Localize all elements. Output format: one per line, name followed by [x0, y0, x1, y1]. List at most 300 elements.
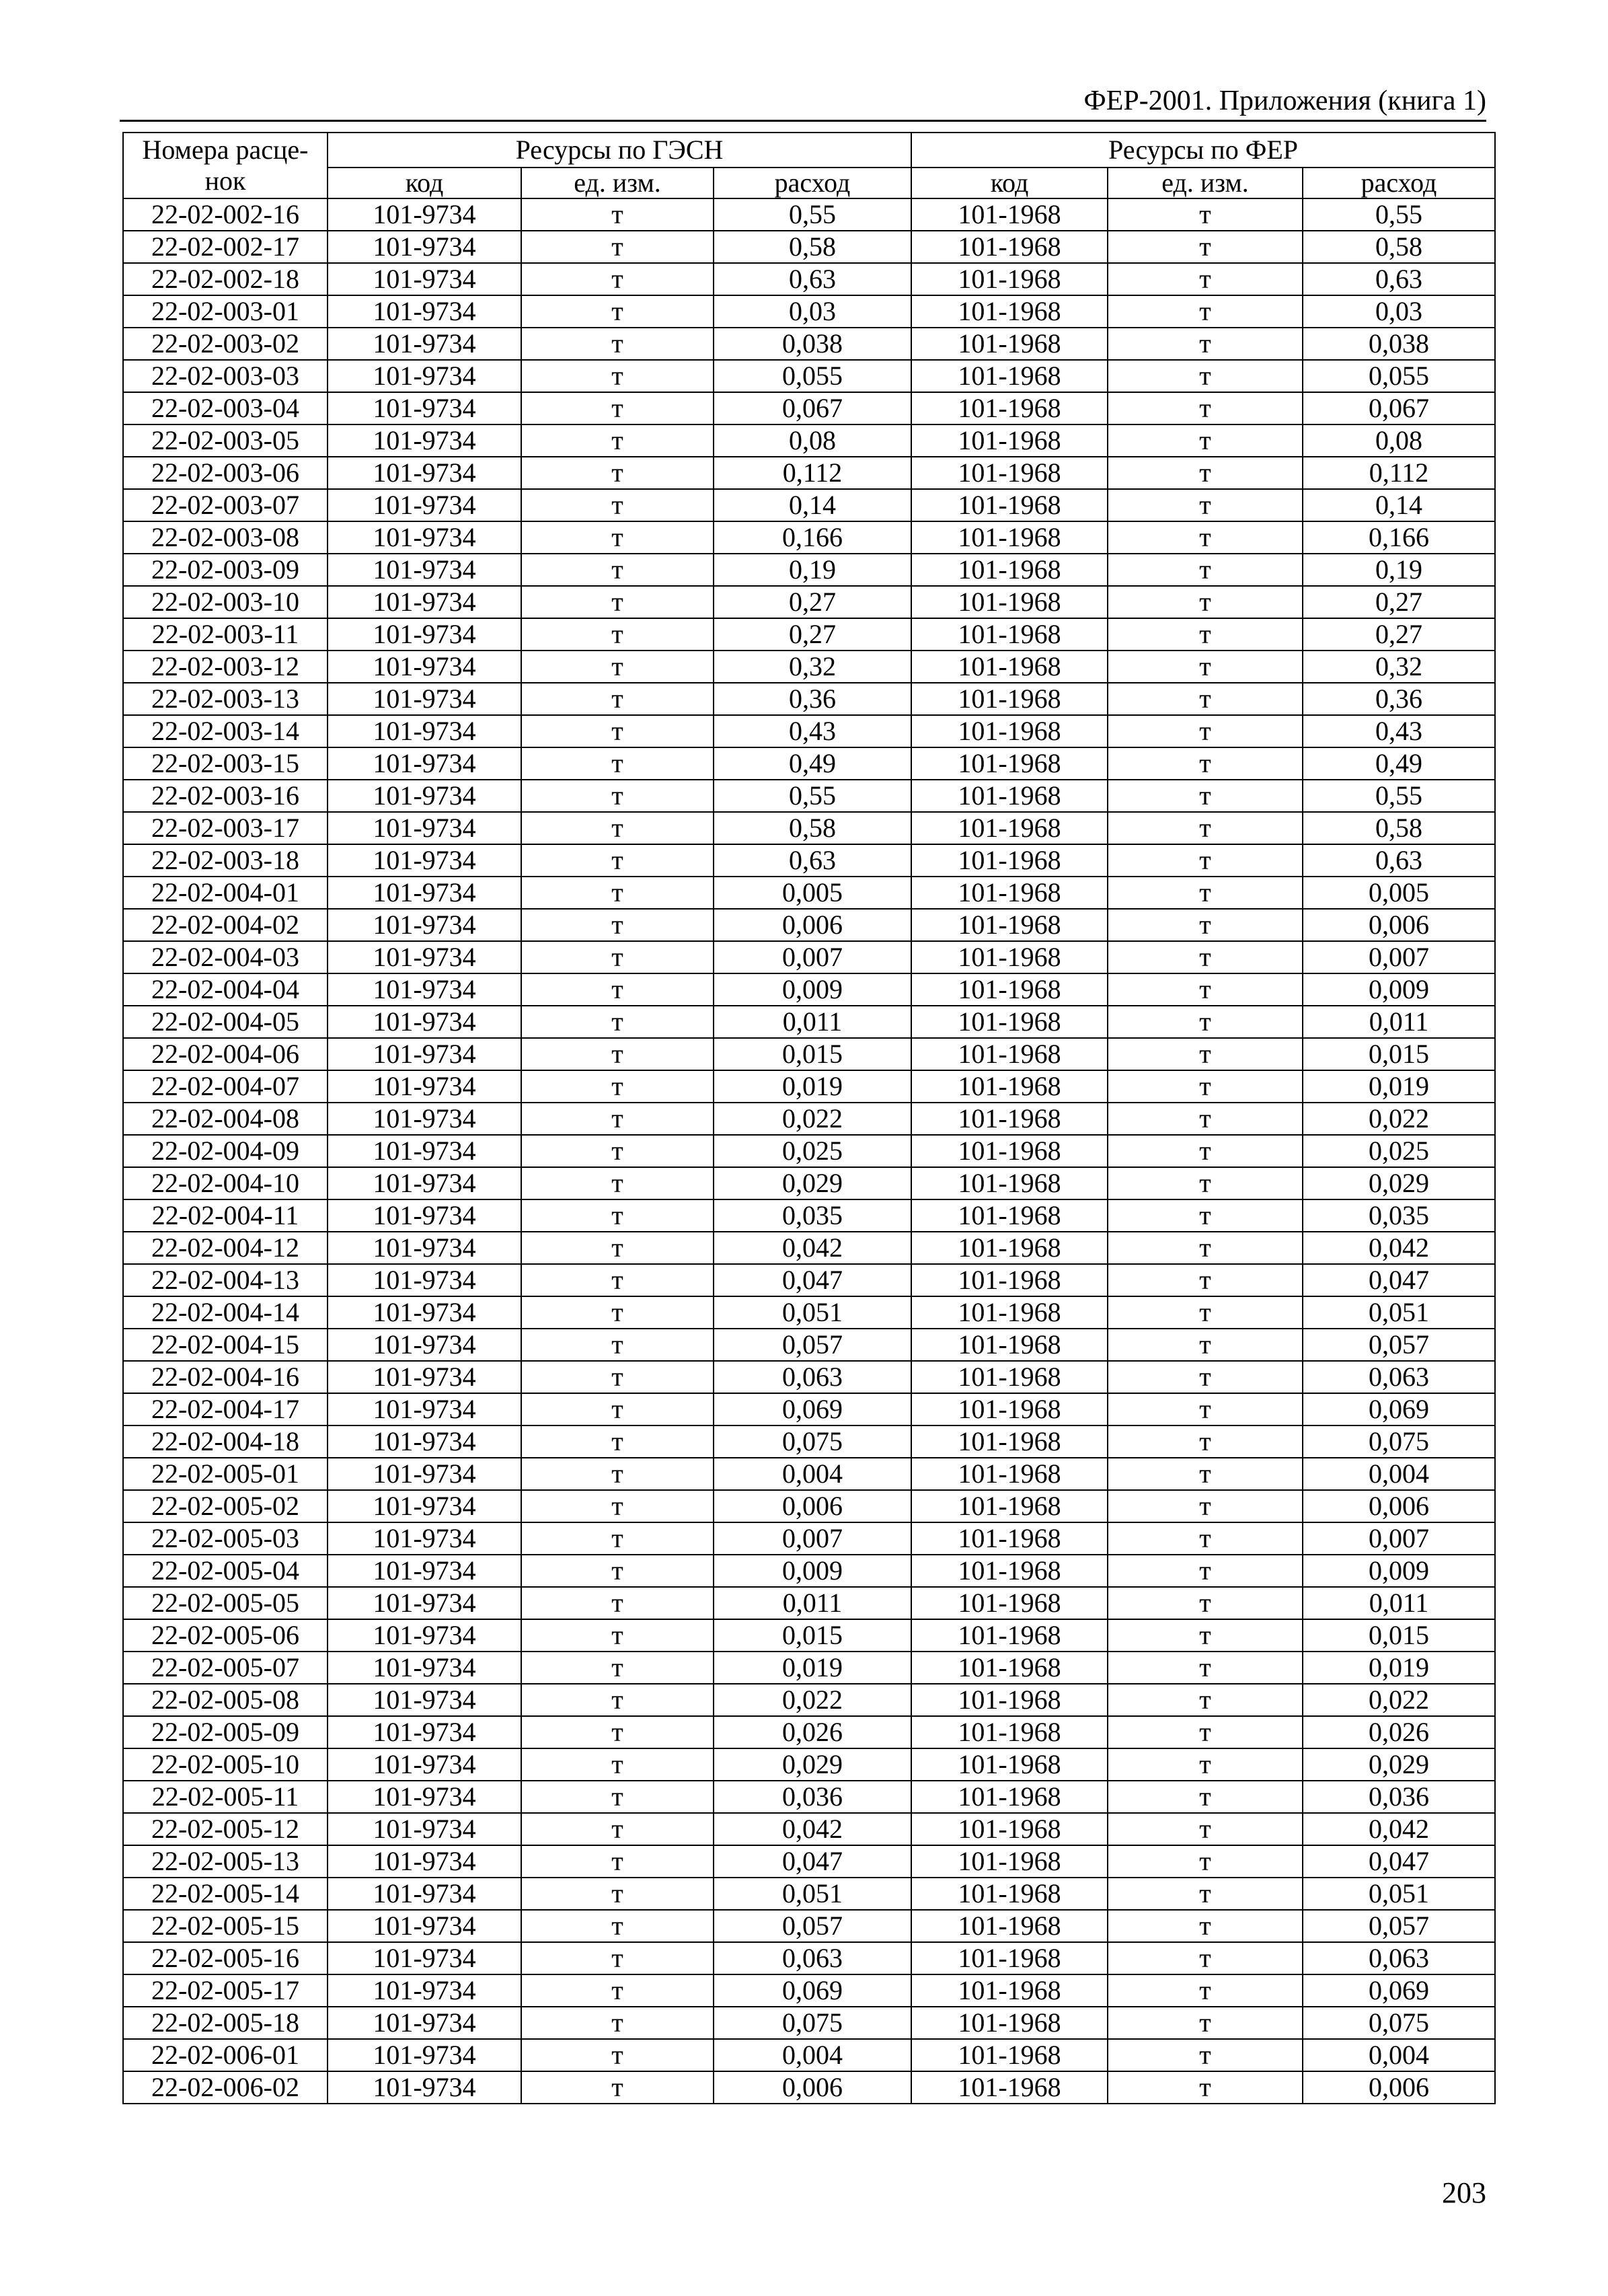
gesn-code-cell: 101-9734 — [328, 1329, 521, 1361]
fer-amount-cell: 0,042 — [1303, 1813, 1495, 1845]
rate-number-cell: 22-02-005-08 — [123, 1684, 328, 1716]
fer-code-cell: 101-1968 — [911, 618, 1108, 651]
header-rule — [120, 120, 1486, 122]
gesn-unit-cell: т — [521, 1199, 714, 1232]
header-rate-number — [123, 133, 328, 198]
gesn-amount-cell: 0,025 — [714, 1135, 911, 1167]
table-row — [123, 941, 1495, 973]
gesn-amount-cell: 0,006 — [714, 909, 911, 941]
gesn-amount-cell: 0,057 — [714, 1329, 911, 1361]
table-row — [123, 1070, 1495, 1103]
gesn-unit-cell: т — [521, 1361, 714, 1393]
fer-code-cell: 101-1968 — [911, 1522, 1108, 1555]
rate-number-cell: 22-02-005-18 — [123, 2007, 328, 2039]
gesn-code-cell: 101-9734 — [328, 1038, 521, 1070]
gesn-amount-cell: 0,057 — [714, 1910, 911, 1942]
table-row — [123, 489, 1495, 521]
fer-code-cell: 101-1968 — [911, 1232, 1108, 1264]
gesn-unit-cell: т — [521, 1716, 714, 1748]
fer-code-cell: 101-1968 — [911, 780, 1108, 812]
fer-amount-cell: 0,55 — [1303, 780, 1495, 812]
fer-unit-cell: т — [1108, 1038, 1303, 1070]
fer-unit-cell: т — [1108, 424, 1303, 457]
fer-amount-cell: 0,063 — [1303, 1361, 1495, 1393]
gesn-unit-cell: т — [521, 747, 714, 780]
fer-amount-cell: 0,022 — [1303, 1684, 1495, 1716]
table-row — [123, 1103, 1495, 1135]
fer-unit-cell: т — [1108, 844, 1303, 877]
fer-code-cell: 101-1968 — [911, 1587, 1108, 1619]
gesn-unit-cell: т — [521, 1103, 714, 1135]
gesn-amount-cell: 0,042 — [714, 1813, 911, 1845]
fer-code-cell: 101-1968 — [911, 521, 1108, 554]
rate-number-cell: 22-02-005-16 — [123, 1942, 328, 1974]
gesn-code-cell: 101-9734 — [328, 2071, 521, 2104]
gesn-unit-cell: т — [521, 263, 714, 295]
gesn-unit-cell: т — [521, 1619, 714, 1652]
gesn-amount-cell: 0,36 — [714, 683, 911, 715]
fer-amount-cell: 0,32 — [1303, 651, 1495, 683]
gesn-code-cell: 101-9734 — [328, 2007, 521, 2039]
rate-number-cell: 22-02-004-17 — [123, 1393, 328, 1425]
fer-unit-cell: т — [1108, 1264, 1303, 1296]
fer-amount-cell: 0,047 — [1303, 1264, 1495, 1296]
fer-unit-cell: т — [1108, 2007, 1303, 2039]
gesn-code-cell: 101-9734 — [328, 1942, 521, 1974]
resources-table — [122, 132, 1496, 2104]
table-row — [123, 1296, 1495, 1329]
gesn-code-cell: 101-9734 — [328, 1781, 521, 1813]
gesn-code-cell: 101-9734 — [328, 1296, 521, 1329]
fer-code-cell: 101-1968 — [911, 424, 1108, 457]
fer-unit-cell: т — [1108, 1587, 1303, 1619]
gesn-amount-cell: 0,022 — [714, 1684, 911, 1716]
header-fer-unit: ед. изм. — [1108, 168, 1303, 198]
rate-number-cell: 22-02-004-18 — [123, 1425, 328, 1458]
fer-code-cell: 101-1968 — [911, 812, 1108, 844]
fer-unit-cell: т — [1108, 941, 1303, 973]
fer-code-cell: 101-1968 — [911, 1135, 1108, 1167]
header-gesn-amount: расход — [714, 168, 911, 198]
table-row — [123, 1361, 1495, 1393]
table-row — [123, 1555, 1495, 1587]
gesn-amount-cell: 0,067 — [714, 392, 911, 424]
fer-amount-cell: 0,58 — [1303, 812, 1495, 844]
table-row — [123, 1006, 1495, 1038]
fer-unit-cell: т — [1108, 1103, 1303, 1135]
gesn-amount-cell: 0,32 — [714, 651, 911, 683]
fer-amount-cell: 0,015 — [1303, 1619, 1495, 1652]
gesn-amount-cell: 0,55 — [714, 780, 911, 812]
fer-amount-cell: 0,166 — [1303, 521, 1495, 554]
gesn-amount-cell: 0,011 — [714, 1587, 911, 1619]
gesn-code-cell: 101-9734 — [328, 1006, 521, 1038]
rate-number-cell: 22-02-004-16 — [123, 1361, 328, 1393]
gesn-code-cell: 101-9734 — [328, 489, 521, 521]
fer-code-cell: 101-1968 — [911, 877, 1108, 909]
table-row — [123, 1458, 1495, 1490]
gesn-code-cell: 101-9734 — [328, 1264, 521, 1296]
gesn-unit-cell: т — [521, 1684, 714, 1716]
fer-amount-cell: 0,58 — [1303, 231, 1495, 263]
gesn-unit-cell: т — [521, 1942, 714, 1974]
table-row — [123, 651, 1495, 683]
gesn-code-cell: 101-9734 — [328, 1684, 521, 1716]
fer-amount-cell: 0,43 — [1303, 715, 1495, 747]
gesn-unit-cell: т — [521, 1748, 714, 1781]
fer-unit-cell: т — [1108, 1361, 1303, 1393]
fer-unit-cell: т — [1108, 1619, 1303, 1652]
gesn-code-cell: 101-9734 — [328, 973, 521, 1006]
gesn-code-cell: 101-9734 — [328, 424, 521, 457]
gesn-unit-cell: т — [521, 360, 714, 392]
page-number: 203 — [1442, 2176, 1486, 2209]
fer-unit-cell: т — [1108, 1490, 1303, 1522]
fer-code-cell: 101-1968 — [911, 1845, 1108, 1878]
gesn-amount-cell: 0,007 — [714, 941, 911, 973]
gesn-amount-cell: 0,43 — [714, 715, 911, 747]
fer-amount-cell: 0,035 — [1303, 1199, 1495, 1232]
gesn-unit-cell: т — [521, 1393, 714, 1425]
rate-number-cell: 22-02-005-14 — [123, 1878, 328, 1910]
fer-unit-cell: т — [1108, 1910, 1303, 1942]
rate-number-cell: 22-02-005-11 — [123, 1781, 328, 1813]
fer-code-cell: 101-1968 — [911, 651, 1108, 683]
table-row — [123, 812, 1495, 844]
table-row — [123, 780, 1495, 812]
fer-amount-cell: 0,042 — [1303, 1232, 1495, 1264]
fer-unit-cell: т — [1108, 1974, 1303, 2007]
gesn-code-cell: 101-9734 — [328, 457, 521, 489]
gesn-unit-cell: т — [521, 1329, 714, 1361]
gesn-code-cell: 101-9734 — [328, 1458, 521, 1490]
fer-unit-cell: т — [1108, 328, 1303, 360]
fer-unit-cell: т — [1108, 1845, 1303, 1878]
gesn-amount-cell: 0,009 — [714, 1555, 911, 1587]
gesn-unit-cell: т — [521, 586, 714, 618]
fer-amount-cell: 0,112 — [1303, 457, 1495, 489]
table-row — [123, 1652, 1495, 1684]
gesn-code-cell: 101-9734 — [328, 780, 521, 812]
fer-amount-cell: 0,006 — [1303, 2071, 1495, 2104]
fer-code-cell: 101-1968 — [911, 1038, 1108, 1070]
gesn-code-cell: 101-9734 — [328, 263, 521, 295]
gesn-amount-cell: 0,011 — [714, 1006, 911, 1038]
gesn-code-cell: 101-9734 — [328, 1845, 521, 1878]
table-row — [123, 1910, 1495, 1942]
gesn-code-cell: 101-9734 — [328, 198, 521, 231]
fer-code-cell: 101-1968 — [911, 1458, 1108, 1490]
rate-number-cell: 22-02-003-03 — [123, 360, 328, 392]
gesn-amount-cell: 0,019 — [714, 1070, 911, 1103]
fer-unit-cell: т — [1108, 715, 1303, 747]
table-row — [123, 1781, 1495, 1813]
gesn-amount-cell: 0,051 — [714, 1296, 911, 1329]
gesn-code-cell: 101-9734 — [328, 651, 521, 683]
gesn-code-cell: 101-9734 — [328, 1393, 521, 1425]
gesn-amount-cell: 0,19 — [714, 554, 911, 586]
fer-amount-cell: 0,14 — [1303, 489, 1495, 521]
fer-unit-cell: т — [1108, 1199, 1303, 1232]
fer-unit-cell: т — [1108, 1070, 1303, 1103]
gesn-code-cell: 101-9734 — [328, 1490, 521, 1522]
fer-amount-cell: 0,005 — [1303, 877, 1495, 909]
fer-amount-cell: 0,029 — [1303, 1748, 1495, 1781]
gesn-unit-cell: т — [521, 521, 714, 554]
header-fer-code: код — [911, 168, 1108, 198]
fer-code-cell: 101-1968 — [911, 360, 1108, 392]
gesn-amount-cell: 0,006 — [714, 2071, 911, 2104]
fer-unit-cell: т — [1108, 683, 1303, 715]
table-header-row-groups — [123, 133, 1495, 168]
gesn-code-cell: 101-9734 — [328, 586, 521, 618]
gesn-amount-cell: 0,004 — [714, 1458, 911, 1490]
fer-code-cell: 101-1968 — [911, 973, 1108, 1006]
gesn-code-cell: 101-9734 — [328, 747, 521, 780]
table-row — [123, 1329, 1495, 1361]
fer-amount-cell: 0,051 — [1303, 1878, 1495, 1910]
table-row — [123, 2071, 1495, 2104]
fer-code-cell: 101-1968 — [911, 1006, 1108, 1038]
fer-code-cell: 101-1968 — [911, 392, 1108, 424]
table-row — [123, 1813, 1495, 1845]
table-row — [123, 909, 1495, 941]
gesn-unit-cell: т — [521, 328, 714, 360]
gesn-amount-cell: 0,009 — [714, 973, 911, 1006]
rate-number-cell: 22-02-004-07 — [123, 1070, 328, 1103]
rate-number-cell: 22-02-003-12 — [123, 651, 328, 683]
table-row — [123, 1490, 1495, 1522]
fer-code-cell: 101-1968 — [911, 1910, 1108, 1942]
rate-number-cell: 22-02-005-05 — [123, 1587, 328, 1619]
rate-number-cell: 22-02-004-14 — [123, 1296, 328, 1329]
fer-unit-cell: т — [1108, 2039, 1303, 2071]
rate-number-cell: 22-02-004-13 — [123, 1264, 328, 1296]
fer-code-cell: 101-1968 — [911, 1393, 1108, 1425]
gesn-amount-cell: 0,029 — [714, 1748, 911, 1781]
rate-number-cell: 22-02-002-17 — [123, 231, 328, 263]
rate-number-cell: 22-02-003-15 — [123, 747, 328, 780]
fer-code-cell: 101-1968 — [911, 231, 1108, 263]
gesn-code-cell: 101-9734 — [328, 1652, 521, 1684]
fer-code-cell: 101-1968 — [911, 1716, 1108, 1748]
table-row — [123, 1425, 1495, 1458]
gesn-amount-cell: 0,051 — [714, 1878, 911, 1910]
fer-amount-cell: 0,047 — [1303, 1845, 1495, 1878]
fer-amount-cell: 0,057 — [1303, 1329, 1495, 1361]
gesn-unit-cell: т — [521, 1813, 714, 1845]
rate-number-cell: 22-02-006-01 — [123, 2039, 328, 2071]
table-header-row-columns — [123, 168, 1495, 198]
table-row — [123, 1684, 1495, 1716]
fer-code-cell: 101-1968 — [911, 2007, 1108, 2039]
gesn-amount-cell: 0,036 — [714, 1781, 911, 1813]
fer-code-cell: 101-1968 — [911, 2071, 1108, 2104]
fer-unit-cell: т — [1108, 392, 1303, 424]
gesn-amount-cell: 0,03 — [714, 295, 911, 328]
gesn-amount-cell: 0,047 — [714, 1845, 911, 1878]
gesn-amount-cell: 0,007 — [714, 1522, 911, 1555]
gesn-code-cell: 101-9734 — [328, 1425, 521, 1458]
fer-code-cell: 101-1968 — [911, 198, 1108, 231]
gesn-code-cell: 101-9734 — [328, 1619, 521, 1652]
page-header-title: ФЕР-2001. Приложения (книга 1) — [1083, 85, 1486, 116]
rate-number-cell: 22-02-004-11 — [123, 1199, 328, 1232]
fer-amount-cell: 0,49 — [1303, 747, 1495, 780]
gesn-unit-cell: т — [521, 844, 714, 877]
fer-unit-cell: т — [1108, 198, 1303, 231]
gesn-unit-cell: т — [521, 909, 714, 941]
fer-unit-cell: т — [1108, 1942, 1303, 1974]
fer-amount-cell: 0,08 — [1303, 424, 1495, 457]
fer-code-cell: 101-1968 — [911, 328, 1108, 360]
rate-number-cell: 22-02-004-03 — [123, 941, 328, 973]
rate-number-cell: 22-02-005-10 — [123, 1748, 328, 1781]
gesn-unit-cell: т — [521, 1425, 714, 1458]
fer-unit-cell: т — [1108, 1878, 1303, 1910]
gesn-code-cell: 101-9734 — [328, 328, 521, 360]
table-row — [123, 295, 1495, 328]
gesn-amount-cell: 0,166 — [714, 521, 911, 554]
gesn-unit-cell: т — [521, 1038, 714, 1070]
fer-amount-cell: 0,075 — [1303, 1425, 1495, 1458]
gesn-code-cell: 101-9734 — [328, 1716, 521, 1748]
table-row — [123, 521, 1495, 554]
gesn-unit-cell: т — [521, 941, 714, 973]
table-row — [123, 231, 1495, 263]
fer-code-cell: 101-1968 — [911, 1167, 1108, 1199]
gesn-amount-cell: 0,27 — [714, 618, 911, 651]
rate-number-cell: 22-02-005-01 — [123, 1458, 328, 1490]
fer-code-cell: 101-1968 — [911, 1684, 1108, 1716]
gesn-unit-cell: т — [521, 1167, 714, 1199]
rate-number-cell: 22-02-004-01 — [123, 877, 328, 909]
gesn-unit-cell: т — [521, 1878, 714, 1910]
rate-number-cell: 22-02-002-18 — [123, 263, 328, 295]
gesn-code-cell: 101-9734 — [328, 812, 521, 844]
fer-code-cell: 101-1968 — [911, 1619, 1108, 1652]
rate-number-cell: 22-02-004-02 — [123, 909, 328, 941]
gesn-amount-cell: 0,27 — [714, 586, 911, 618]
table-row — [123, 1522, 1495, 1555]
rate-number-cell: 22-02-004-05 — [123, 1006, 328, 1038]
fer-amount-cell: 0,27 — [1303, 618, 1495, 651]
fer-unit-cell: т — [1108, 489, 1303, 521]
gesn-unit-cell: т — [521, 198, 714, 231]
fer-unit-cell: т — [1108, 1522, 1303, 1555]
gesn-code-cell: 101-9734 — [328, 1103, 521, 1135]
fer-amount-cell: 0,009 — [1303, 973, 1495, 1006]
gesn-unit-cell: т — [521, 1587, 714, 1619]
gesn-unit-cell: т — [521, 554, 714, 586]
table-row — [123, 1748, 1495, 1781]
table-body — [123, 198, 1495, 2104]
fer-code-cell: 101-1968 — [911, 941, 1108, 973]
gesn-code-cell: 101-9734 — [328, 844, 521, 877]
fer-amount-cell: 0,036 — [1303, 1781, 1495, 1813]
gesn-amount-cell: 0,042 — [714, 1232, 911, 1264]
fer-amount-cell: 0,63 — [1303, 844, 1495, 877]
rate-number-cell: 22-02-003-07 — [123, 489, 328, 521]
table-row — [123, 618, 1495, 651]
gesn-code-cell: 101-9734 — [328, 554, 521, 586]
gesn-code-cell: 101-9734 — [328, 1232, 521, 1264]
fer-unit-cell: т — [1108, 457, 1303, 489]
table-row — [123, 424, 1495, 457]
fer-amount-cell: 0,55 — [1303, 198, 1495, 231]
fer-unit-cell: т — [1108, 1813, 1303, 1845]
fer-code-cell: 101-1968 — [911, 1490, 1108, 1522]
fer-unit-cell: т — [1108, 1425, 1303, 1458]
table-row — [123, 1167, 1495, 1199]
fer-amount-cell: 0,022 — [1303, 1103, 1495, 1135]
gesn-unit-cell: т — [521, 457, 714, 489]
table-row — [123, 683, 1495, 715]
gesn-unit-cell: т — [521, 1490, 714, 1522]
table-row — [123, 328, 1495, 360]
fer-amount-cell: 0,004 — [1303, 1458, 1495, 1490]
rate-number-cell: 22-02-006-02 — [123, 2071, 328, 2104]
fer-code-cell: 101-1968 — [911, 1103, 1108, 1135]
table-row — [123, 844, 1495, 877]
gesn-code-cell: 101-9734 — [328, 1167, 521, 1199]
fer-code-cell: 101-1968 — [911, 844, 1108, 877]
header-rate-number-line: Номера расце- — [142, 135, 309, 165]
fer-code-cell: 101-1968 — [911, 1813, 1108, 1845]
fer-unit-cell: т — [1108, 1555, 1303, 1587]
fer-amount-cell: 0,025 — [1303, 1135, 1495, 1167]
fer-unit-cell: т — [1108, 1716, 1303, 1748]
header-group-gesn: Ресурсы по ГЭСН — [328, 133, 911, 168]
gesn-code-cell: 101-9734 — [328, 392, 521, 424]
fer-code-cell: 101-1968 — [911, 586, 1108, 618]
fer-unit-cell: т — [1108, 263, 1303, 295]
gesn-unit-cell: т — [521, 1910, 714, 1942]
rate-number-cell: 22-02-003-09 — [123, 554, 328, 586]
rate-number-cell: 22-02-003-04 — [123, 392, 328, 424]
fer-unit-cell: т — [1108, 1296, 1303, 1329]
rate-number-cell: 22-02-003-10 — [123, 586, 328, 618]
fer-amount-cell: 0,009 — [1303, 1555, 1495, 1587]
table-row — [123, 1878, 1495, 1910]
fer-unit-cell: т — [1108, 877, 1303, 909]
gesn-amount-cell: 0,112 — [714, 457, 911, 489]
gesn-code-cell: 101-9734 — [328, 1878, 521, 1910]
gesn-unit-cell: т — [521, 1555, 714, 1587]
gesn-unit-cell: т — [521, 1006, 714, 1038]
gesn-amount-cell: 0,075 — [714, 2007, 911, 2039]
fer-code-cell: 101-1968 — [911, 1199, 1108, 1232]
gesn-code-cell: 101-9734 — [328, 1974, 521, 2007]
gesn-code-cell: 101-9734 — [328, 1748, 521, 1781]
fer-amount-cell: 0,007 — [1303, 1522, 1495, 1555]
gesn-unit-cell: т — [521, 2071, 714, 2104]
rate-number-cell: 22-02-005-06 — [123, 1619, 328, 1652]
fer-unit-cell: т — [1108, 1748, 1303, 1781]
gesn-code-cell: 101-9734 — [328, 2039, 521, 2071]
gesn-code-cell: 101-9734 — [328, 1361, 521, 1393]
rate-number-cell: 22-02-004-06 — [123, 1038, 328, 1070]
fer-code-cell: 101-1968 — [911, 263, 1108, 295]
fer-unit-cell: т — [1108, 1458, 1303, 1490]
gesn-code-cell: 101-9734 — [328, 1135, 521, 1167]
table-row — [123, 457, 1495, 489]
gesn-code-cell: 101-9734 — [328, 1199, 521, 1232]
rate-number-cell: 22-02-005-07 — [123, 1652, 328, 1684]
rate-number-cell: 22-02-003-02 — [123, 328, 328, 360]
header-group-fer: Ресурсы по ФЕР — [911, 133, 1495, 168]
table-row — [123, 392, 1495, 424]
